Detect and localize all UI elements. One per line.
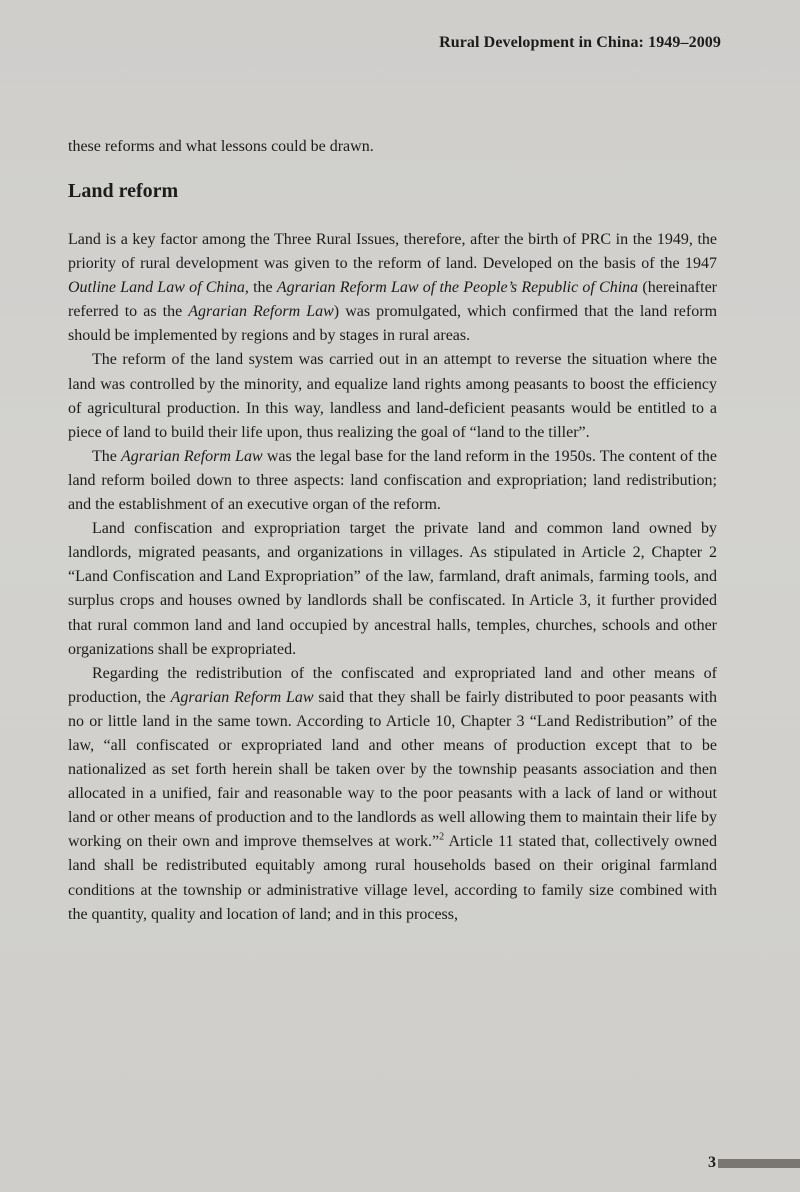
text-run: The [92,447,122,465]
text-run: ) was promulgated, which confirmed that the land reform should be implemented by regions and by stages in rural areas. [68,303,718,345]
text-run: said that they shall be fairly distributed to poor peasants with no or little land in the same town. According to Article 10, Chapter 3 “Land Redistribution” of the law, “all confiscated or expropriated land and other means of production except that to be nationalized as set forth herein shall be taken over by the township peasants association and then allocated in a unified, fair and reasonable way to the poor peasants with a lack of land or without land or other means of production and to the landlords as well allowing them to maintain their life by working on their own and improve themselves at work.” [68,688,718,851]
italic-title: Agrarian Reform Law of the People’s Republic of China [276,279,639,297]
text-run: (hereinafter referred to as the [68,279,718,321]
paragraph-3 [68,445,717,517]
page-footer [708,1154,800,1172]
text-run: Regarding the redistribution of the confiscated and expropriated land and other means of production, the [68,664,717,706]
text-run: Article 11 stated that, collectively owned land shall be redistributed equitably among rural households based on their original farmland conditions at the township or administrative village level, according to family size combined with the quantity, quality and location of land; and in this process, [68,833,718,923]
footnote-marker: 2 [439,832,445,844]
text-run: Land is a key factor among the Three Rural Issues, therefore, after the birth of PRC in the 1949, the priority of rural development was given to the reform of land. Developed on the basis of the 1947 [68,231,717,273]
running-header: Rural Development in China: 1949–2009 [439,34,721,51]
text-run: , the [244,279,277,297]
paragraph-2: The reform of the land system was carried out in an attempt to reverse the situation where the land was controlled by the minority, and equalize land rights among peasants to boost the efficiency of agricultural production. In this way, landless and land-deficient peasants would be entitled to a piece of land to build their life upon, thus realizing the goal of “land to the tiller”. [68,351,717,441]
intro-line: these reforms and what lessons could be drawn. [68,138,374,155]
paragraph-1 [68,228,717,348]
section-title: Land reform [68,180,179,202]
italic-title: Agrarian Reform Law [121,447,263,465]
paragraph-4: Land confiscation and expropriation target the private land and common land owned by landlords, migrated peasants, and organizations in villages. As stipulated in Article 2, Chapter 2 “Land Confiscation and Land Expropriation” of the law, farmland, draft animals, farming tools, and surplus crops and houses owned by landlords shall be confiscated. In Article 3, it further provided that rural common land and land occupied by ancestral halls, temples, churches, schools and other organizations shall be expropriated. [68,520,717,658]
body-text [68,228,717,927]
page-number: 3 [708,1154,716,1171]
paragraph-5 [68,662,717,927]
italic-title: Agrarian Reform Law [170,688,314,706]
italic-title: Agrarian Reform Law [188,303,334,321]
italic-title: Outline Land Law of China [68,279,245,297]
footer-rule [718,1159,800,1168]
text-run: was the legal base for the land reform in the 1950s. The content of the land reform boiled down to three aspects: land confiscation and expropriation; land redistribution; and the establishment of an executive organ of the reform. [68,447,717,514]
